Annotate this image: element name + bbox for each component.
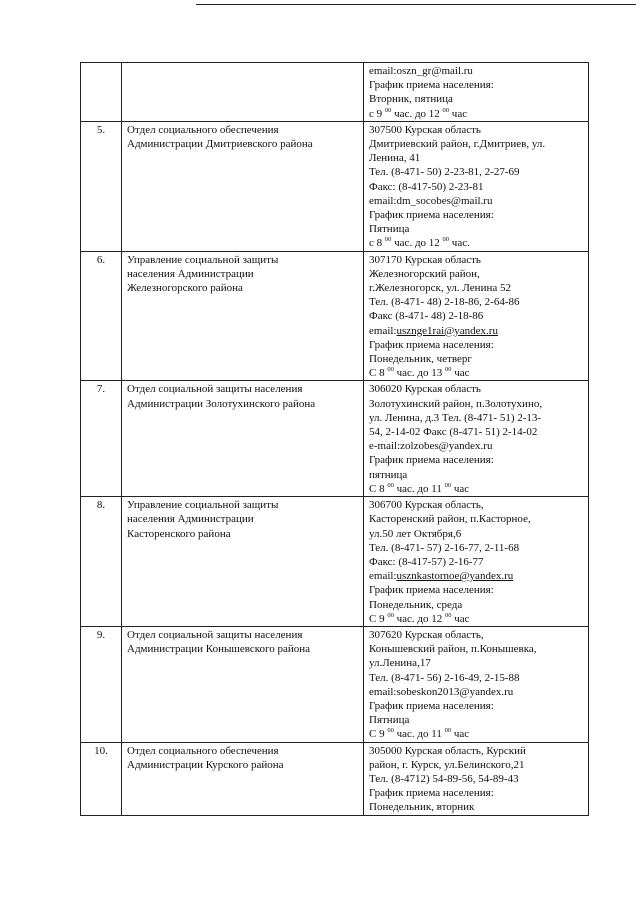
contact-line: График приема населения: [369, 787, 494, 800]
contact-line: Дмитриевский район, г.Дмитриев, ул. [369, 138, 546, 151]
offices-table [80, 62, 589, 816]
contact-line: График приема населения: [369, 338, 494, 351]
organization-name [122, 742, 364, 815]
contact-line: Факс: (8-417-57) 2-16-77 [369, 555, 484, 568]
contact-details [364, 63, 589, 122]
contact-line: С 9 $^{00}$ час. до 12 $^{00}$ час [369, 611, 470, 625]
organization-line: Администрации Дмитриевского района [127, 138, 313, 151]
contact-details [364, 626, 589, 742]
organization-line: Железногорского района [127, 282, 243, 295]
organization-line: населения Администрации [127, 513, 254, 526]
organization-line: Отдел социального обеспечения [127, 744, 279, 757]
row-number: 7. [81, 381, 122, 497]
contact-line: 54, 2-14-02 Факс (8-471- 51) 2-14-02 [369, 426, 538, 439]
organization-line: Отдел социальной защиты населения [127, 383, 303, 396]
contact-line: Тел. (8-471- 50) 2-23-81, 2-27-69 [369, 166, 520, 179]
contact-line: Понедельник, среда [369, 598, 463, 611]
contact-line: График приема населения: [369, 584, 494, 597]
contact-line: С 8 $^{00}$ час. до 11 $^{00}$ час [369, 481, 470, 495]
contact-line: Тел. (8-4712) 54-89-56, 54-89-43 [369, 772, 519, 785]
table-row [81, 497, 589, 627]
organization-name [122, 121, 364, 251]
contact-line: г.Железногорск, ул. Ленина 52 [369, 282, 511, 295]
organization-line: Управление социальной защиты [127, 253, 279, 266]
contact-line: Пятница [369, 714, 410, 727]
organization-line: Управление социальной защиты [127, 499, 279, 512]
row-number: 6. [81, 251, 122, 381]
table-row [81, 381, 589, 497]
contact-line: ул.Ленина,17 [369, 657, 431, 670]
contact-line: email:oszn_gr@mail.ru [369, 65, 473, 77]
header-rule [196, 4, 636, 5]
organization-line: Администрации Конышевского района [127, 643, 311, 656]
contact-line: 306700 Курская область, [369, 499, 484, 512]
contact-line: Конышевский район, п.Конышевка, [369, 643, 537, 656]
organization-line: Отдел социальной защиты населения [127, 628, 303, 641]
contact-line: e-mail:zolzobes@yandex.ru [369, 440, 493, 453]
row-number: 8. [81, 497, 122, 627]
contact-line: Пятница [369, 223, 410, 236]
contact-details [364, 121, 589, 251]
contact-line: График приема населения: [369, 454, 494, 467]
table-row [81, 742, 589, 815]
contact-line: Ленина, 41 [369, 152, 421, 165]
contact-details [364, 251, 589, 381]
row-number [81, 63, 122, 122]
organization-line: Отдел социального обеспечения [127, 123, 279, 136]
contact-line: Железногорский район, [369, 267, 480, 280]
contact-line: Тел. (8-471- 48) 2-18-86, 2-64-86 [369, 296, 520, 309]
contact-line: email:sobeskon2013@yandex.ru [369, 685, 514, 698]
contact-line: Понедельник, четверг [369, 353, 472, 366]
contact-line: 306020 Курская область [369, 383, 481, 396]
contact-line: email:usznge1rai@yandex.ru [369, 324, 498, 337]
contact-line: район, г. Курск, ул.Белинского,21 [369, 758, 525, 771]
contact-line: График приема населения: [369, 209, 494, 222]
table-row [81, 121, 589, 251]
contact-line: 307500 Курская область [369, 123, 481, 136]
contact-line: с 8 $^{00}$ час. до 12 $^{00}$ час. [369, 236, 470, 250]
organization-name [122, 381, 364, 497]
contact-line: Золотухинский район, п.Золотухино, [369, 397, 543, 410]
contact-line: 307620 Курская область, [369, 628, 484, 641]
organization-line: населения Администрации [127, 267, 254, 280]
row-number: 9. [81, 626, 122, 742]
contact-details [364, 497, 589, 627]
contact-line: ул.50 лет Октября,6 [369, 527, 462, 540]
contact-line: График приема населения: [369, 699, 494, 712]
contact-line: Тел. (8-471- 57) 2-16-77, 2-11-68 [369, 541, 520, 554]
contact-details [364, 742, 589, 815]
offices-table-body [81, 63, 589, 816]
contact-line: Понедельник, вторник [369, 801, 475, 814]
table-row [81, 251, 589, 381]
organization-line: Администрации Золотухинского района [127, 397, 316, 410]
contact-details [364, 381, 589, 497]
organization-name [122, 626, 364, 742]
contact-line: с 9 $^{00}$ час. до 12 $^{00}$ час [369, 106, 468, 120]
organization-name [122, 497, 364, 627]
contact-line: email:usznkastornoe@yandex.ru [369, 570, 514, 583]
table-row [81, 63, 589, 122]
organization-name [122, 63, 364, 122]
row-number: 10. [81, 742, 122, 815]
contact-line: Вторник, пятница [369, 93, 453, 106]
organization-line: Администрации Курского района [127, 758, 284, 771]
contact-line: email:dm_socobes@mail.ru [369, 194, 493, 207]
table-row [81, 626, 589, 742]
contact-line: 307170 Курская область [369, 253, 481, 266]
contact-line: Касторенский район, п.Касторное, [369, 513, 531, 526]
contact-line: Тел. (8-471- 56) 2-16-49, 2-15-88 [369, 671, 520, 684]
contact-line: пятница [369, 468, 408, 481]
contact-line: Факс: (8-417-50) 2-23-81 [369, 180, 484, 193]
contact-line: 305000 Курская область, Курский [369, 744, 526, 757]
contact-line: ул. Ленина, д.3 Тел. (8-471- 51) 2-13- [369, 411, 542, 424]
contact-line: График приема населения: [369, 79, 494, 92]
contact-line: С 8 $^{00}$ час. до 13 $^{00}$ час [369, 366, 470, 380]
row-number: 5. [81, 121, 122, 251]
organization-name [122, 251, 364, 381]
contact-line: С 9 $^{00}$ час. до 11 $^{00}$ час [369, 727, 470, 741]
organization-line: Касторенского района [127, 527, 231, 540]
contact-line: Факс (8-471- 48) 2-18-86 [369, 310, 484, 323]
